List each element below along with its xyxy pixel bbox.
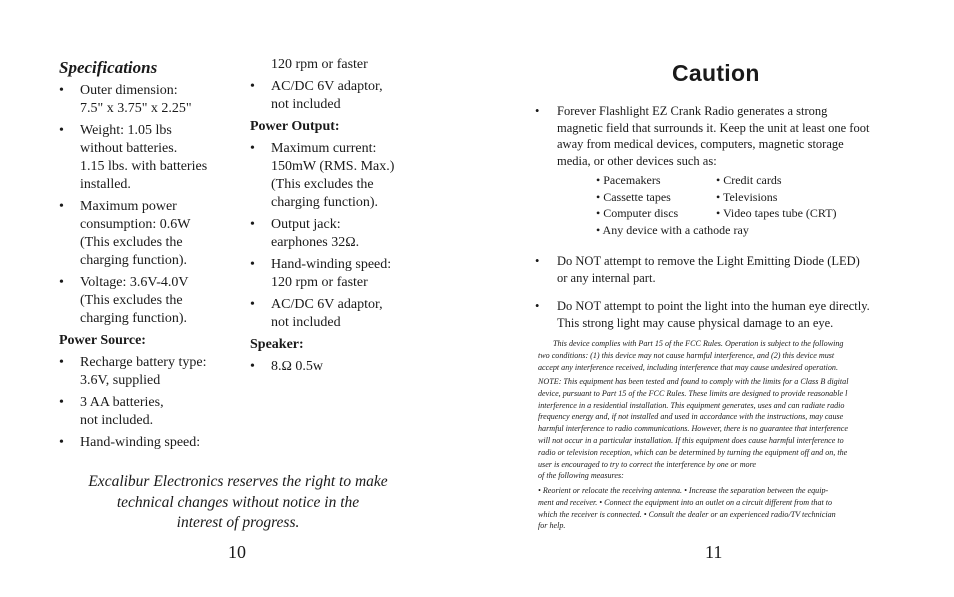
list-item: • Cassette tapes xyxy=(596,189,671,204)
speaker-list xyxy=(250,358,450,376)
list-item: • Any device with a cathode ray xyxy=(596,222,749,237)
specifications-list xyxy=(59,82,239,328)
device-list xyxy=(596,172,866,238)
list-item: • Output jack: earphones 32Ω. xyxy=(250,217,360,250)
caution-item-eye: • Do NOT attempt to point the light into the human eye directly. This strong light may cause physical damage to an eye. xyxy=(535,299,870,330)
power-output-list xyxy=(250,140,450,332)
bullet-icon: • xyxy=(59,275,64,290)
list-item: • AC/DC 6V adaptor, not included xyxy=(250,79,383,112)
bullet-icon: • xyxy=(250,79,255,94)
specifications-heading: Specifications xyxy=(59,58,158,77)
caution-item-led: • Do NOT attempt to remove the Light Emitting Diode (LED) or any internal part. xyxy=(535,254,860,285)
power-source-heading: Power Source: xyxy=(59,333,146,348)
caution-title: Caution xyxy=(672,60,760,86)
bullet-icon: • xyxy=(250,297,255,312)
page-number: 10 xyxy=(228,542,246,562)
list-item: • 8.Ω 0.5w xyxy=(250,359,324,374)
fcc-note: NOTE: This equipment has been tested and found to comply with the limits for a Class B digital device, pursuant to Part 15 of the FCC Rules. These limits are designed to provide reasonable l interference in a residential installation. This equipment generates, uses and can radiate radio frequency energy and, if not installed and used in accordance with the instructions, may cause harmful interference to radio communications. However, there is no guarantee that interference will not occur in a particular installation. If this equipment does cause harmful interference to radio or television reception, which can be determined by turning the equipment off and on, the user is encouraged to try to correct the interference by one or more of the following measures: xyxy=(538,377,849,481)
bullet-icon: • xyxy=(535,254,540,268)
list-item: • Weight: 1.05 lbs without batteries. 1.15 lbs. with batteries installed. xyxy=(59,123,208,192)
bullet-icon: • xyxy=(250,141,255,156)
bullet-icon: • xyxy=(250,257,255,272)
bullet-icon: • xyxy=(535,299,540,313)
right-page xyxy=(477,0,954,597)
power-output-heading: Power Output: xyxy=(250,119,340,134)
list-item: • Maximum power consumption: 0.6W (This excludes the charging function). xyxy=(59,199,191,268)
list-item: • Computer discs xyxy=(596,206,679,220)
bullet-icon: • xyxy=(535,104,540,118)
list-item: • Video tapes tube (CRT) xyxy=(716,206,837,220)
bullet-icon: • xyxy=(59,83,64,98)
list-item: • Credit cards xyxy=(716,173,782,187)
list-item: • Hand-winding speed: xyxy=(59,435,201,450)
list-item: • Recharge battery type: 3.6V, supplied xyxy=(59,355,207,388)
list-item: • Outer dimension: 7.5" x 3.75" x 2.25" xyxy=(59,83,192,116)
bullet-icon: • xyxy=(250,217,255,232)
list-item: • Voltage: 3.6V-4.0V (This excludes the charging function). xyxy=(59,275,189,326)
power-source-list-continued xyxy=(250,78,450,114)
bullet-icon: • xyxy=(59,199,64,214)
list-item: • 3 AA batteries, not included. xyxy=(59,395,164,428)
bullet-icon: • xyxy=(59,435,64,450)
list-item: • Pacemakers xyxy=(596,173,661,187)
caution-item-magnetic: • Forever Flashlight EZ Crank Radio generates a strong magnetic field that surrounds it. Keep the unit at least one foot away from medical devices, computers, magnetic storage media, or other devices such as: xyxy=(535,104,870,168)
list-item: • Maximum current: 150mW (RMS. Max.) (This excludes the charging function). xyxy=(250,141,395,210)
fcc-compliance-statement: This device complies with Part 15 of the FCC Rules. Operation is subject to the following two conditions: (1) this device may not cause harmful interference, and (2) this device must accept any interference received, including interference that may cause undesired operation. xyxy=(538,339,844,372)
power-source-list xyxy=(59,354,239,452)
bullet-icon: • xyxy=(59,355,64,370)
list-item: • Hand-winding speed: 120 rpm or faster xyxy=(250,257,392,290)
specifications-column-2 xyxy=(250,56,450,380)
fcc-measures: • Reorient or relocate the receiving antenna. • Increase the separation between the equip- ment and receiver. • Connect the equipment into an outlet on a circuit different from that to which the receiver is connected. • Consult the dealer or an experienced radio/TV technician for help. xyxy=(538,486,836,531)
hand-winding-continued: 120 rpm or faster xyxy=(271,57,368,72)
page-number: 11 xyxy=(705,542,723,562)
reserve-rights-notice: Excalibur Electronics reserves the right to make technical changes without notice in the interest of progress. xyxy=(88,473,388,531)
bullet-icon: • xyxy=(59,123,64,138)
bullet-icon: • xyxy=(250,359,255,374)
speaker-heading: Speaker: xyxy=(250,337,304,352)
specifications-column-1 xyxy=(59,58,239,456)
list-item: • Televisions xyxy=(716,189,778,204)
list-item: • AC/DC 6V adaptor, not included xyxy=(250,297,383,330)
bullet-icon: • xyxy=(59,395,64,410)
